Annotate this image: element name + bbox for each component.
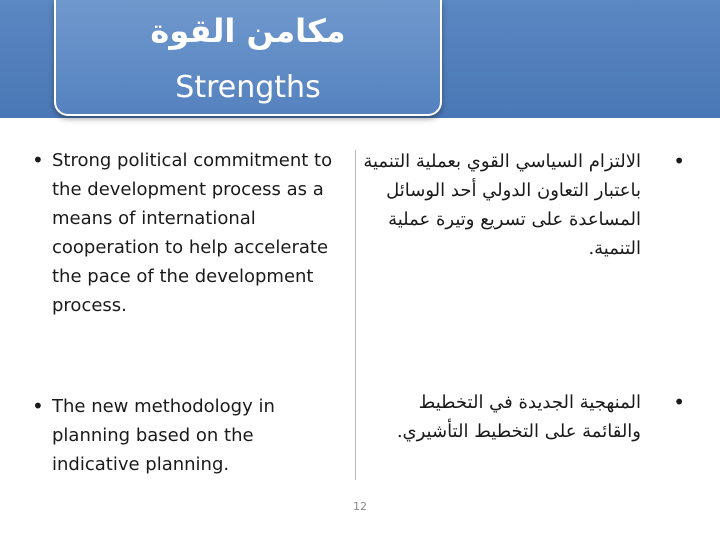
title-box (54, 0, 442, 116)
bullet-english-1 (30, 146, 335, 320)
bullet-icon: • (673, 390, 685, 414)
bullet-english-2 (30, 392, 335, 479)
bullet-icon: • (673, 149, 685, 173)
column-divider (355, 150, 356, 480)
title-english: Strengths (175, 70, 321, 105)
bullet-icon: • (32, 148, 44, 172)
bullet-arabic-2 (360, 388, 695, 446)
bullet-icon: • (32, 394, 44, 418)
page-number: 12 (353, 500, 367, 513)
bullet-arabic-1 (360, 147, 695, 263)
bullet-text: Strong political commitment to the development process as a means of international cooperation to help accelerate the pace of the development process. (52, 150, 333, 316)
bullet-text: المنهجية الجديدة في التخطيط والقائمة على التخطيط التأشيري. (396, 392, 641, 442)
bullet-text: The new methodology in planning based on the indicative planning. (52, 396, 275, 475)
bullet-text: الالتزام السياسي القوي بعملية التنمية باعتبار التعاون الدولي أحد الوسائل المساعدة على تسريع وتيرة عملية التنمية. (363, 151, 641, 259)
title-arabic: مكامن القوة (150, 12, 346, 50)
